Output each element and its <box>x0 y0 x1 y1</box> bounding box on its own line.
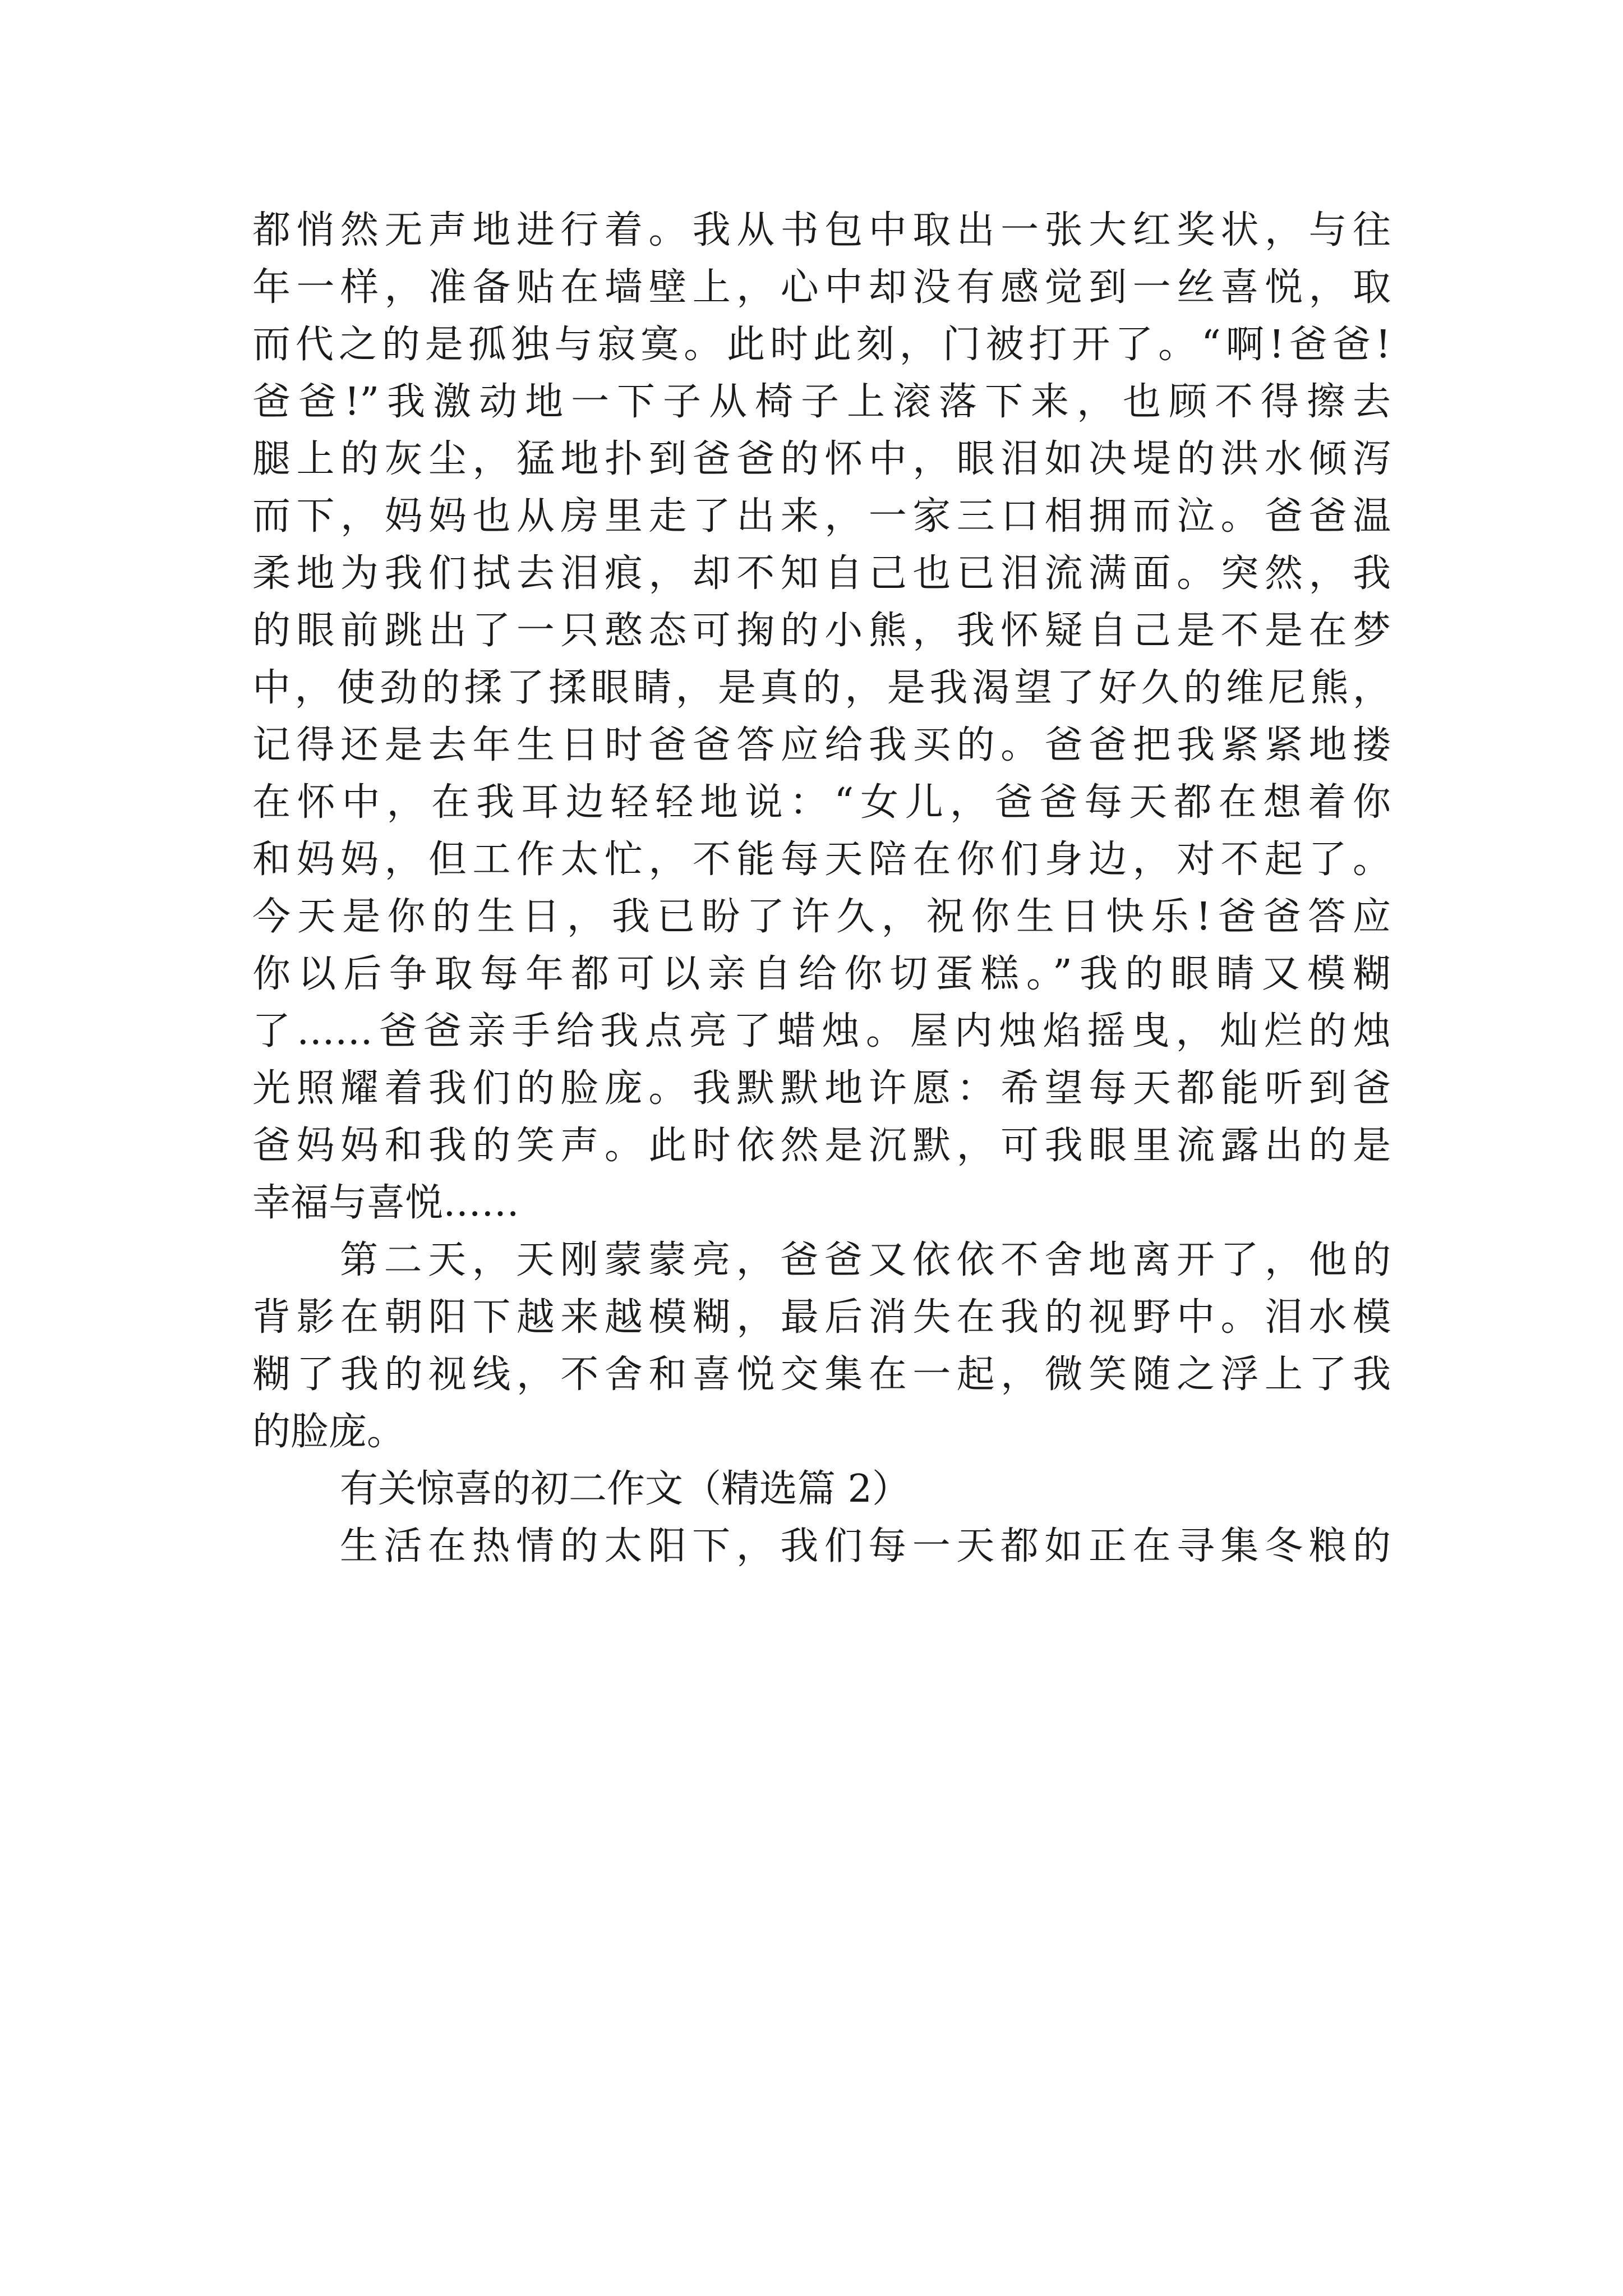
text-line: 光照耀着我们的脸庞。我默默地许愿：希望每天都能听到爸 <box>252 1066 1391 1111</box>
section-heading: 有关惊喜的初二作文（精选篇 2） <box>340 1467 910 1511</box>
text-line: 而代之的是孤独与寂寞。此时此刻，门被打开了。“啊!爸爸! <box>252 323 1391 367</box>
text-line: 柔地为我们拭去泪痕，却不知自己也已泪流满面。突然，我 <box>252 551 1391 596</box>
text-line: 背影在朝阳下越来越模糊，最后消失在我的视野中。泪水模 <box>252 1295 1391 1340</box>
text-line: 年一样，准备贴在墙壁上，心中却没有感觉到一丝喜悦，取 <box>252 265 1391 310</box>
text-line: 第二天，天刚蒙蒙亮，爸爸又依依不舍地离开了，他的 <box>340 1238 1391 1282</box>
text-line: 今天是你的生日，我已盼了许久，祝你生日快乐!爸爸答应 <box>252 895 1391 939</box>
text-line: 的眼前跳出了一只憨态可掬的小熊，我怀疑自己是不是在梦 <box>252 609 1391 653</box>
text-line: 你以后争取每年都可以亲自给你切蛋糕。”我的眼睛又模糊 <box>252 952 1391 996</box>
text-line: 和妈妈，但工作太忙，不能每天陪在你们身边，对不起了。 <box>252 838 1391 882</box>
text-line: 在怀中，在我耳边轻轻地说：“女儿，爸爸每天都在想着你 <box>252 780 1391 825</box>
text-line: 而下，妈妈也从房里走了出来，一家三口相拥而泣。爸爸温 <box>252 494 1391 539</box>
text-line: 的脸庞。 <box>252 1410 405 1454</box>
text-line: 幸福与喜悦…… <box>252 1181 520 1225</box>
text-line: 爸妈妈和我的笑声。此时依然是沉默，可我眼里流露出的是 <box>252 1124 1391 1168</box>
body-text <box>252 202 1391 1575</box>
text-line: 生活在热情的太阳下，我们每一天都如正在寻集冬粮的 <box>340 1524 1391 1568</box>
text-line: 都悄然无声地进行着。我从书包中取出一张大红奖状，与往 <box>252 208 1391 252</box>
text-line: 糊了我的视线，不舍和喜悦交集在一起，微笑随之浮上了我 <box>252 1352 1391 1397</box>
text-line: 爸爸!”我激动地一下子从椅子上滚落下来，也顾不得擦去 <box>252 380 1391 424</box>
text-line: 了……爸爸亲手给我点亮了蜡烛。屋内烛焰摇曳，灿烂的烛 <box>252 1009 1391 1053</box>
text-line: 腿上的灰尘，猛地扑到爸爸的怀中，眼泪如决堤的洪水倾泻 <box>252 437 1391 481</box>
text-line: 中，使劲的揉了揉眼睛，是真的，是我渴望了好久的维尼熊， <box>252 666 1391 710</box>
text-line: 记得还是去年生日时爸爸答应给我买的。爸爸把我紧紧地搂 <box>252 723 1391 767</box>
